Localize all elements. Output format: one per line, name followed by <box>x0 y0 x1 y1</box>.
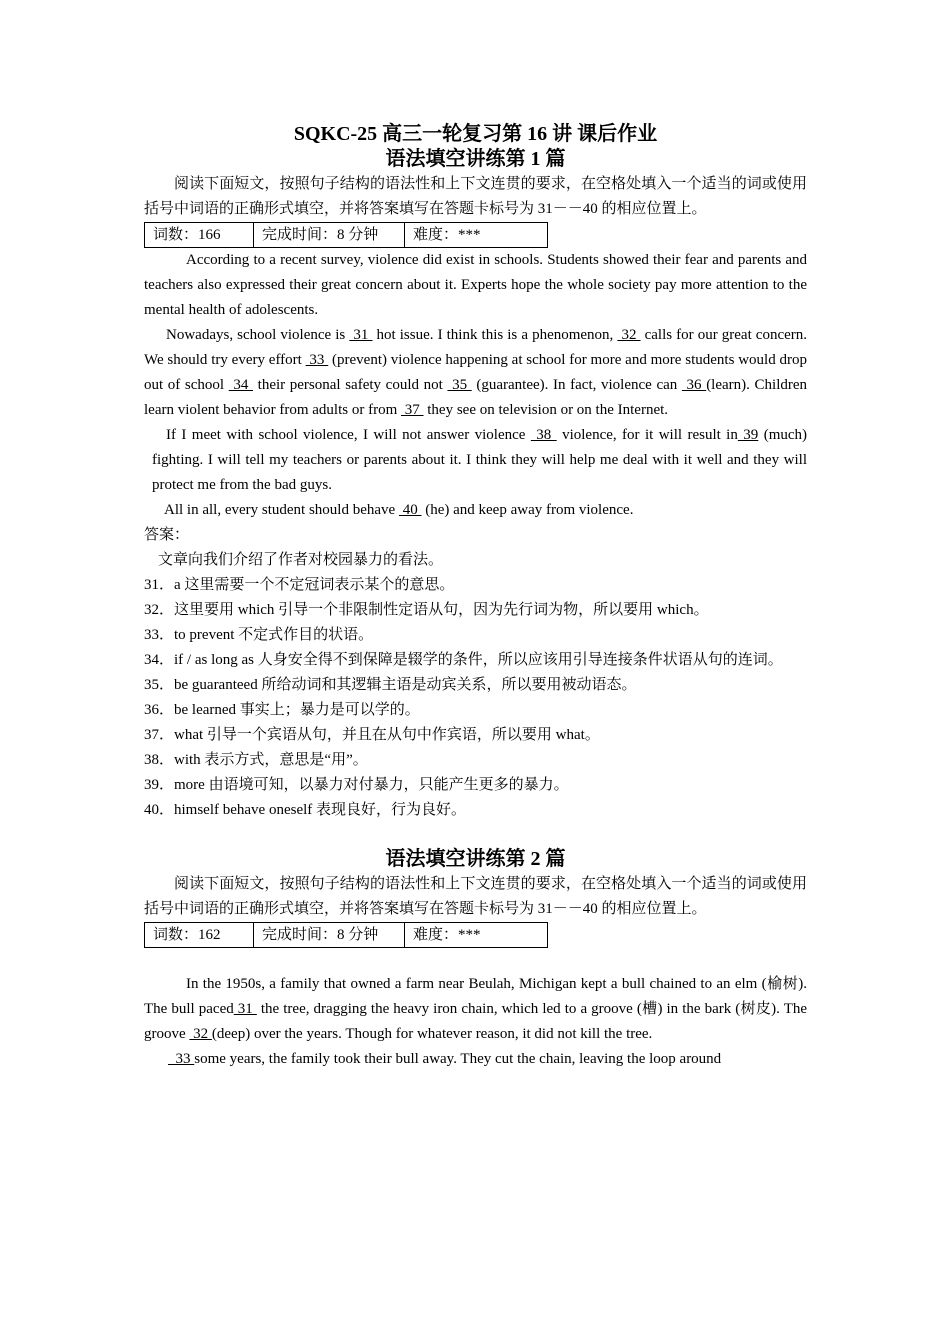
answer-34: 34．if / as long as 人身安全得不到保障是辍学的条件，所以应该用引导连接条件状语从句的连词。 <box>144 652 783 668</box>
text: (much) fighting. I will tell my teachers or parents about it. I think they will help me deal with it well and they will protect me from the bad guys. <box>152 427 808 493</box>
section1-paragraph-4 <box>144 498 807 523</box>
difficulty: 难度：*** <box>405 223 548 248</box>
answer-33: 33．to prevent 不定式作目的状语。 <box>144 627 374 643</box>
answers-summary: 文章向我们介绍了作者对校园暴力的看法。 <box>158 552 444 568</box>
blank-32: 32 <box>617 327 641 343</box>
document-title: SQKC-25 高三一轮复习第 16 讲 课后作业 <box>293 123 658 145</box>
answer-39: 39．more 由语境可知，以暴力对付暴力，只能产生更多的暴力。 <box>144 777 569 793</box>
answer-31: 31．a 这里需要一个不定冠词表示某个的意思。 <box>144 577 455 593</box>
section1-heading: 语法填空讲练第 1 篇 <box>385 148 566 170</box>
text: Nowadays, school violence is <box>166 327 350 343</box>
blank-35: 35 <box>447 377 472 393</box>
word-count: 词数：166 <box>145 223 254 248</box>
blank-34: 34 <box>228 377 254 393</box>
blank-36: 36 <box>681 377 707 393</box>
spacer <box>144 948 807 972</box>
text: violence, for it will result in <box>556 427 738 443</box>
text: their personal safety could not <box>253 377 448 393</box>
text: (prevent) violence happening at school for more and more students would drop out of school <box>144 352 808 393</box>
blank-39: 39 <box>737 427 759 443</box>
section2-instructions: 阅读下面短文，按照句子结构的语法性和上下文连贯的要求，在空格处填入一个适当的词或使用括号中词语的正确形式填空，并将答案填写在答题卡标号为 31－－40 的相应位置上。 <box>144 876 807 917</box>
section1-paragraph-2 <box>144 323 807 423</box>
text: hot issue. I think this is a phenomenon, <box>372 327 618 343</box>
answer-38: 38．with 表示方式，意思是“用”。 <box>144 752 368 768</box>
answer-32: 32．这里要用 which 引导一个非限制性定语从句，因为先行词为物，所以要用 which。 <box>144 602 709 618</box>
blank-31: 31 <box>349 327 373 343</box>
text: (guarantee). In fact, violence can <box>471 377 682 393</box>
answers-label: 答案： <box>144 527 190 543</box>
blank-31: 31 <box>233 1001 257 1017</box>
text: they see on television or on the Internet. <box>423 402 669 418</box>
text: some years, the family took their bull away. They cut the chain, leaving the loop around <box>194 1051 722 1067</box>
answer-40: 40．himself behave oneself 表现良好，行为良好。 <box>144 802 467 818</box>
answer-35: 35．be guaranteed 所给动词和其逻辑主语是动宾关系，所以要用被动语态。 <box>144 677 637 693</box>
section2-paragraph-2 <box>144 1047 807 1072</box>
difficulty: 难度：*** <box>405 923 548 948</box>
text: (he) and keep away from violence. <box>421 502 634 518</box>
document-content <box>144 122 807 1072</box>
spacer <box>144 823 807 847</box>
section1-paragraph-1: According to a recent survey, violence did exist in schools. Students showed their fear and parents and teachers also expressed their great concern about it. Experts hope the whole society pay more attention to the mental health of adolescents. <box>144 252 807 318</box>
section2-paragraph-1 <box>144 972 807 1047</box>
answer-37: 37．what 引导一个宾语从句，并且在从句中作宾语，所以要用 what。 <box>144 727 600 743</box>
section2-info-table <box>144 922 548 948</box>
text: If I meet with school violence, I will not answer violence <box>166 427 531 443</box>
time-limit: 完成时间：8 分钟 <box>254 923 405 948</box>
blank-40: 40 <box>398 502 422 518</box>
text: calls for our great concern. We should try every effort <box>144 327 808 368</box>
section2-heading: 语法填空讲练第 2 篇 <box>385 848 566 870</box>
text: the tree, dragging the heavy iron chain, which led to a groove (槽) in the bark (树皮). The groove <box>144 1001 808 1042</box>
blank-37: 37 <box>401 402 424 418</box>
text: All in all, every student should behave <box>164 502 399 518</box>
text: (deep) over the years. Though for whatever reason, it did not kill the tree. <box>211 1026 653 1042</box>
word-count: 词数：162 <box>145 923 254 948</box>
section1-instructions: 阅读下面短文，按照句子结构的语法性和上下文连贯的要求，在空格处填入一个适当的词或使用括号中词语的正确形式填空，并将答案填写在答题卡标号为 31－－40 的相应位置上。 <box>144 176 807 217</box>
answer-36: 36．be learned 事实上；暴力是可以学的。 <box>144 702 420 718</box>
text: In the 1950s, a family that owned a farm near Beulah, Michigan kept a bull chained to an elm (榆树). The bull paced <box>144 976 807 1017</box>
blank-38: 38 <box>530 427 557 443</box>
section1-paragraph-3 <box>144 423 807 498</box>
section1-info-table <box>144 222 548 248</box>
blank-33: 33 <box>168 1051 195 1067</box>
time-limit: 完成时间：8 分钟 <box>254 223 405 248</box>
blank-32: 32 <box>189 1026 212 1042</box>
text: (learn). Children learn violent behavior from adults or from <box>144 377 808 418</box>
blank-33: 33 <box>305 352 329 368</box>
